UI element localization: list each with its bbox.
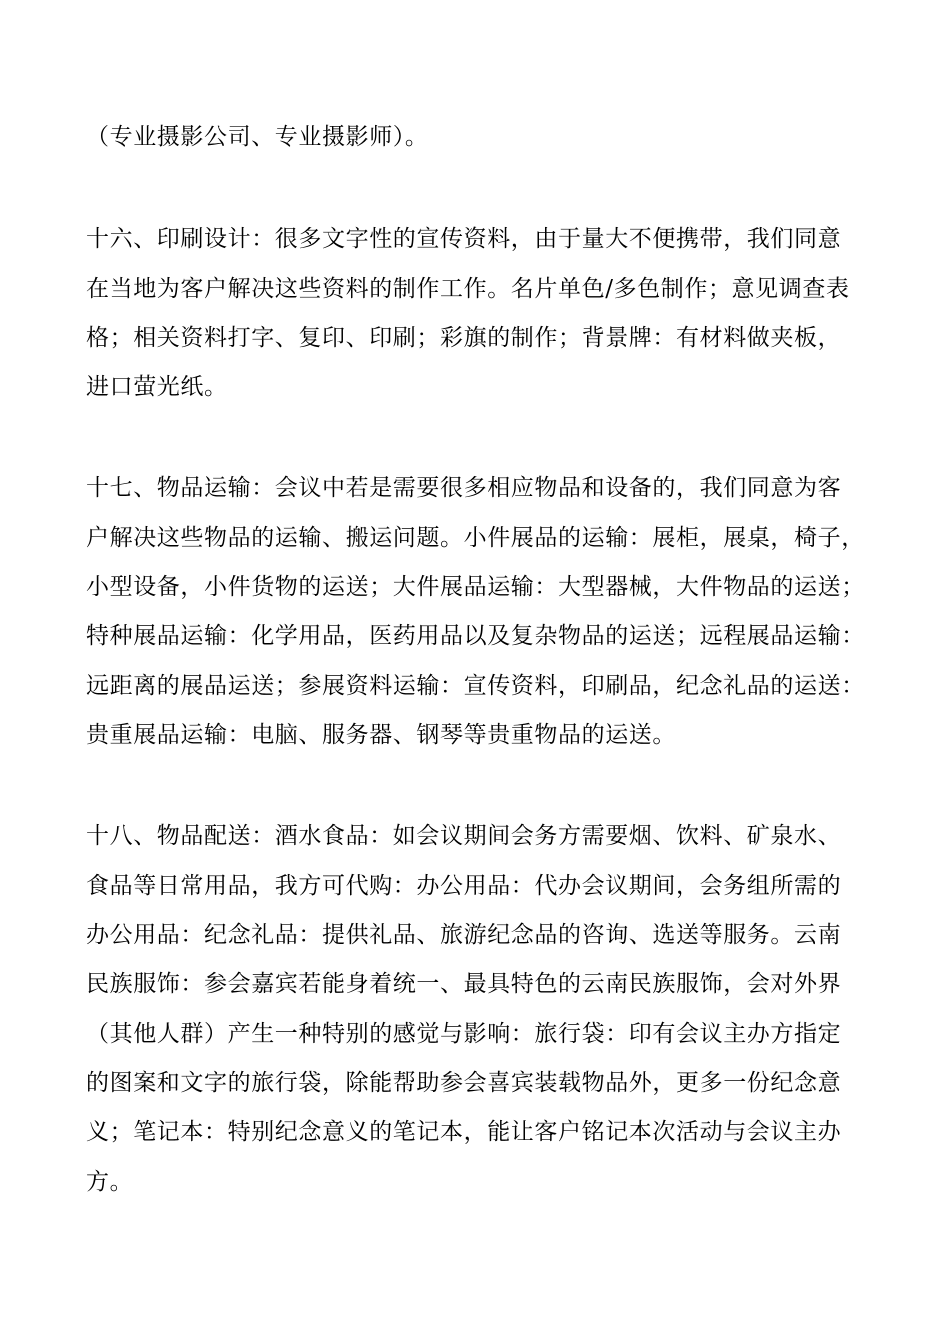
text-line: 办公用品：纪念礼品：提供礼品、旅游纪念品的咨询、选送等服务。云南 <box>86 922 842 948</box>
text-line: 户解决这些物品的运输、搬运问题。小件展品的运输：展柜，展桌，椅子， <box>86 525 865 551</box>
text-line: 格；相关资料打字、复印、印刷；彩旗的制作；背景牌：有材料做夹板， <box>86 325 842 351</box>
text-line: 民族服饰：参会嘉宾若能身着统一、最具特色的云南民族服饰，会对外界 <box>86 971 842 997</box>
text-line: 小型设备，小件货物的运送；大件展品运输：大型器械，大件物品的运送； <box>86 574 865 600</box>
text-line: 义；笔记本：特别纪念意义的笔记本，能让客户铭记本次活动与会议主办 <box>86 1119 842 1145</box>
text-line: 进口萤光纸。 <box>86 374 228 400</box>
text-line: 食品等日常用品，我方可代购：办公用品：代办会议期间，会务组所需的 <box>86 873 842 899</box>
text-line: （专业摄影公司、专业摄影师）。 <box>86 124 429 150</box>
text-line: 十七、物品运输：会议中若是需要很多相应物品和设备的，我们同意为客 <box>86 475 842 501</box>
text-line: 贵重展品运输：电脑、服务器、钢琴等贵重物品的运送。 <box>86 722 676 748</box>
text-line: 的图案和文字的旅行袋，除能帮助参会喜宾装载物品外，更多一份纪念意 <box>86 1070 842 1096</box>
text-line: 在当地为客户解决这些资料的制作工作。名片单色/多色制作；意见调查表 <box>86 276 850 302</box>
text-line: 十八、物品配送：酒水食品：如会议期间会务方需要烟、饮料、矿泉水、 <box>86 823 842 849</box>
text-line: 十六、印刷设计：很多文字性的宣传资料，由于量大不便携带，我们同意 <box>86 226 842 252</box>
text-line: 特种展品运输：化学用品，医药用品以及复杂物品的运送；远程展品运输： <box>86 623 865 649</box>
text-line: 远距离的展品运送；参展资料运输：宣传资料，印刷品，纪念礼品的运送： <box>86 673 865 699</box>
text-line: （其他人群）产生一种特别的感觉与影响：旅行袋：印有会议主办方指定 <box>86 1021 842 1047</box>
text-line: 方。 <box>86 1169 134 1195</box>
